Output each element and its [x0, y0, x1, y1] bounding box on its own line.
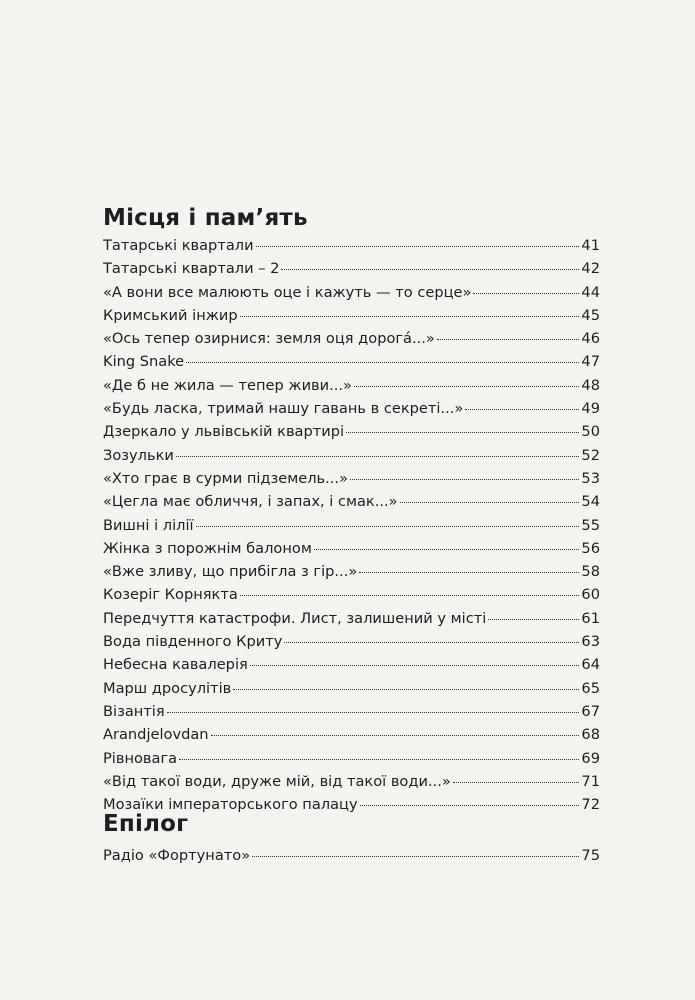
dot-leader: [346, 432, 579, 433]
toc-entry: [103, 537, 600, 560]
dot-leader: [256, 246, 580, 247]
dot-leader: [437, 339, 580, 340]
dot-leader: [167, 712, 580, 713]
toc-entry-page-number: 69: [581, 749, 600, 767]
section-title: Епілог: [103, 811, 189, 837]
dot-leader: [350, 479, 579, 480]
dot-leader: [252, 856, 579, 857]
dot-leader: [240, 316, 580, 317]
toc-entry-title: Вода південного Криту: [103, 633, 283, 651]
toc-entry-page-number: 63: [581, 633, 600, 651]
toc-entry-page-number: 61: [581, 609, 600, 627]
toc-entry: [103, 770, 600, 793]
toc-entry-title: King Snake: [103, 353, 185, 371]
toc-entry-title: «Від такої води, друже мій, від такої води...»: [103, 772, 451, 790]
toc-entry-page-number: 46: [581, 330, 600, 348]
toc-entry: [103, 653, 600, 676]
dot-leader: [179, 759, 579, 760]
dot-leader: [473, 293, 579, 294]
toc-entry-page-number: 67: [581, 702, 600, 720]
toc-entry-title: «Будь ласка, тримай нашу гавань в секреті...»: [103, 400, 464, 418]
toc-entry-page-number: 58: [581, 563, 600, 581]
dot-leader: [250, 665, 580, 666]
toc-entry-title: «Цегла має обличчя, і запах, і смак...»: [103, 493, 398, 511]
dot-leader: [284, 642, 579, 643]
toc-entry-page-number: 71: [581, 772, 600, 790]
dot-leader: [400, 502, 580, 503]
dot-leader: [240, 595, 580, 596]
toc-entry: [103, 374, 600, 397]
toc-entry-title: Вишні і лілії: [103, 516, 194, 534]
toc-entry: [103, 467, 600, 490]
toc-entry-title: «Вже зливу, що прибігла з гір...»: [103, 563, 358, 581]
toc-entry-title: Arandjelovdan: [103, 726, 209, 744]
toc-entry: [103, 723, 600, 746]
toc-entry-title: Дзеркало у львівській квартирі: [103, 423, 345, 441]
toc-entry-title: Марш дросулітів: [103, 679, 232, 697]
toc-entry: [103, 257, 600, 280]
toc-entry-page-number: 56: [581, 539, 600, 557]
toc-entry-page-number: 47: [581, 353, 600, 371]
dot-leader: [360, 805, 580, 806]
toc-entry-title: Рівновага: [103, 749, 178, 767]
toc-entry-title: Козеріг Корнякта: [103, 586, 238, 604]
dot-leader: [465, 409, 579, 410]
dot-leader: [233, 689, 579, 690]
toc-entry-page-number: 75: [581, 847, 600, 864]
toc-entry-title: Зозульки: [103, 446, 174, 464]
toc-entry: [103, 397, 600, 420]
dot-leader: [176, 456, 580, 457]
toc-entry: [103, 350, 600, 373]
toc-section-epilogue: [103, 808, 600, 867]
toc-entry-page-number: 41: [581, 237, 600, 254]
toc-entry: [103, 630, 600, 653]
toc-entry-page-number: 72: [581, 796, 600, 814]
toc-section-places-and-memory: [103, 202, 600, 816]
toc-entry-page-number: 44: [581, 283, 600, 301]
dot-leader: [186, 362, 579, 363]
toc-list: [103, 234, 600, 816]
toc-entry-page-number: 52: [581, 446, 600, 464]
toc-entry: [103, 747, 600, 770]
toc-entry-title: Мозаїки імператорського палацу: [103, 796, 358, 814]
dot-leader: [211, 735, 580, 736]
toc-entry-title: Кримський інжир: [103, 306, 238, 324]
toc-entry-page-number: 45: [581, 306, 600, 324]
section-title: Місця і пам’ять: [103, 205, 308, 231]
toc-entry: [103, 583, 600, 606]
toc-entry-page-number: 48: [581, 376, 600, 394]
toc-entry: [103, 304, 600, 327]
toc-entry: [103, 514, 600, 537]
toc-entry: [103, 844, 600, 867]
toc-entry-page-number: 42: [581, 260, 600, 278]
toc-entry-title: «Де б не жила — тепер живи...»: [103, 376, 352, 394]
dot-leader: [314, 549, 580, 550]
dot-leader: [359, 572, 579, 573]
toc-entry-title: Татарські квартали – 2: [103, 260, 280, 278]
toc-entry: [103, 700, 600, 723]
dot-leader: [354, 386, 579, 387]
toc-entry: [103, 444, 600, 467]
toc-entry-page-number: 50: [581, 423, 600, 441]
toc-entry-page-number: 68: [581, 726, 600, 744]
toc-entry: [103, 234, 600, 257]
toc-entry: [103, 327, 600, 350]
toc-entry: [103, 677, 600, 700]
toc-entry-title: Радіо «Фортунато»: [103, 847, 251, 864]
dot-leader: [453, 782, 580, 783]
toc-entry: [103, 560, 600, 583]
toc-entry-title: «Ось тепер озирнися: земля оця дорога́...»: [103, 330, 435, 348]
toc-entry-page-number: 60: [581, 586, 600, 604]
toc-entry-title: Татарські квартали: [103, 237, 254, 254]
dot-leader: [196, 526, 580, 527]
dot-leader: [488, 619, 579, 620]
toc-entry-title: Небесна кавалерія: [103, 656, 248, 674]
toc-entry-title: Передчуття катастрофи. Лист, залишений у місті: [103, 609, 487, 627]
toc-entry: [103, 420, 600, 443]
toc-entry-page-number: 54: [581, 493, 600, 511]
toc-entry: [103, 281, 600, 304]
toc-entry-title: «Хто грає в сурми підземель...»: [103, 469, 349, 487]
dot-leader: [281, 269, 579, 270]
toc-entry-title: «А вони все малюють оце і кажуть — то серце»: [103, 283, 472, 301]
toc-entry: [103, 607, 600, 630]
toc-entry-page-number: 64: [581, 656, 600, 674]
toc-list: [103, 844, 600, 867]
toc-entry-title: Візантія: [103, 702, 165, 720]
toc-entry-page-number: 65: [581, 679, 600, 697]
toc-entry: [103, 490, 600, 513]
toc-entry-page-number: 55: [581, 516, 600, 534]
toc-entry-page-number: 53: [581, 469, 600, 487]
toc-entry-title: Жінка з порожнім балоном: [103, 539, 312, 557]
toc-entry-page-number: 49: [581, 400, 600, 418]
